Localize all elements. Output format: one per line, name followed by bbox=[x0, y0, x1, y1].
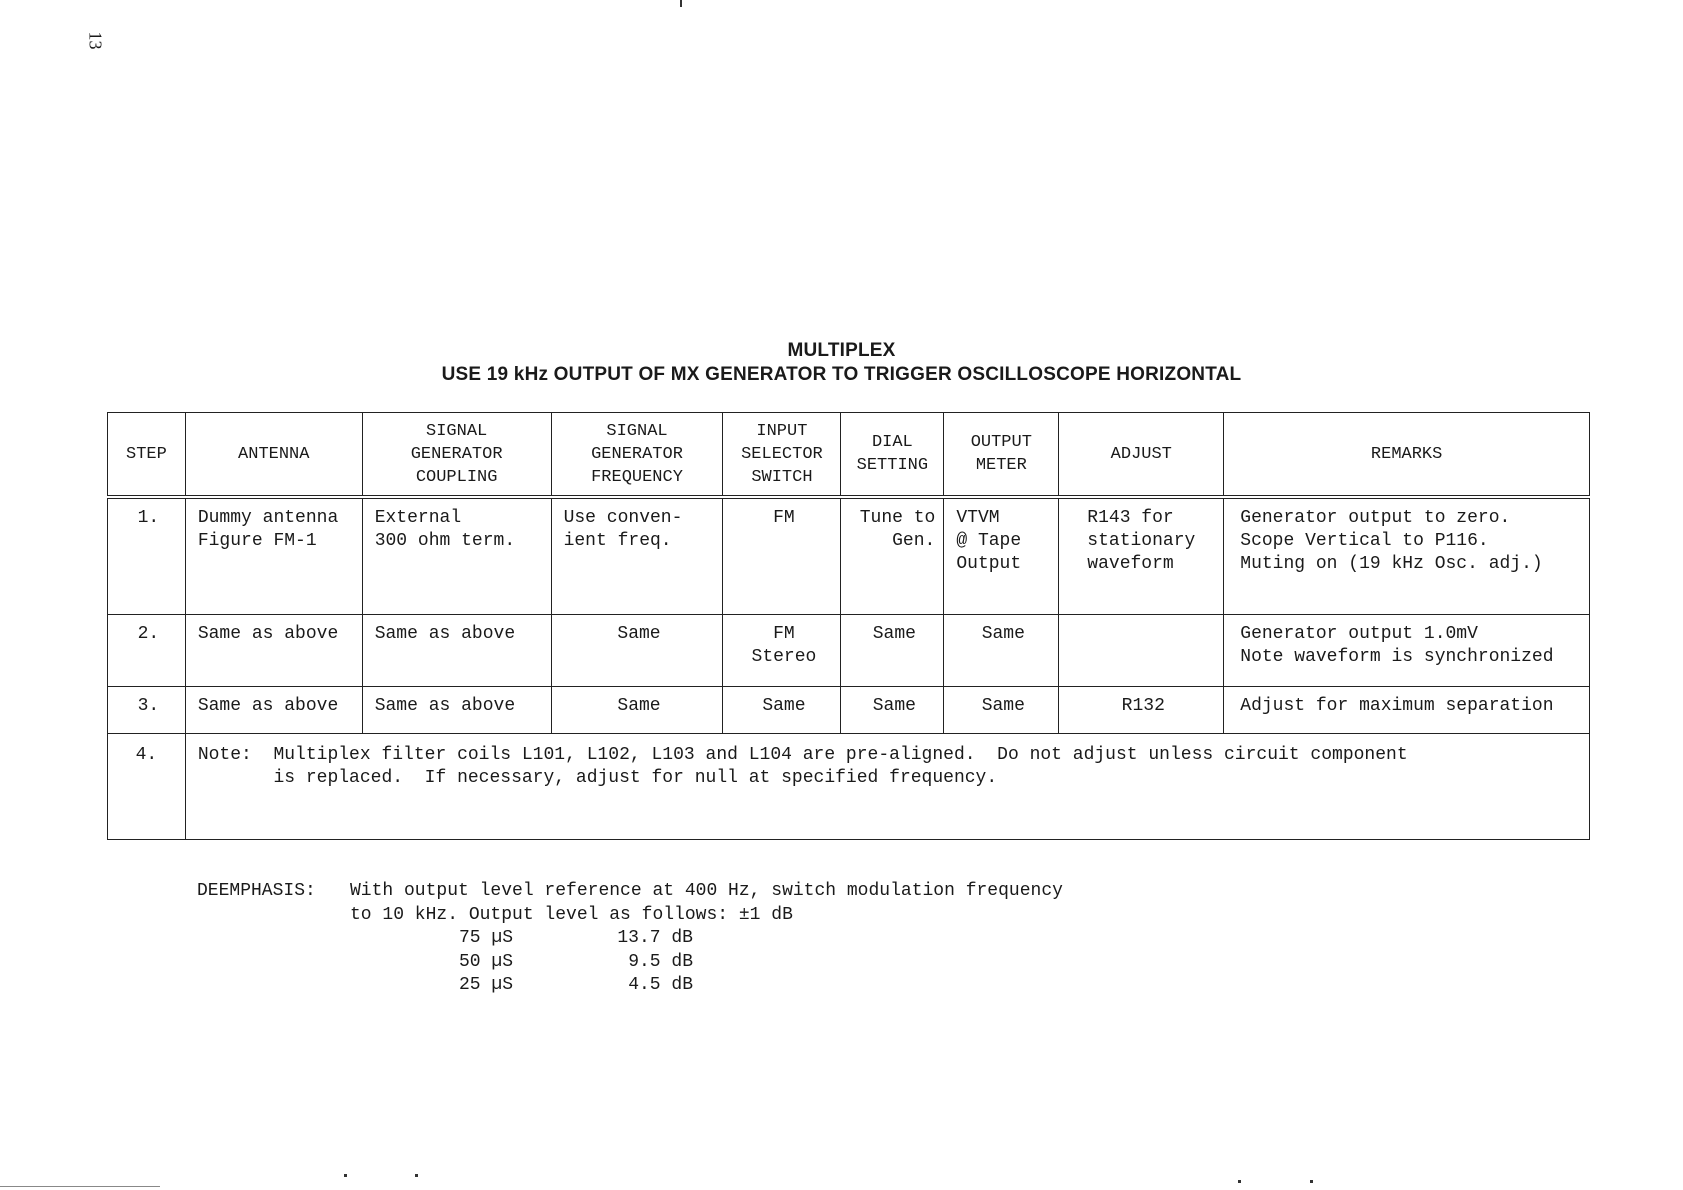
cell-step: 2. bbox=[137, 623, 160, 644]
page-subtitle: USE 19 kHz OUTPUT OF MX GENERATOR TO TRIGGER OSCILLOSCOPE HORIZONTAL bbox=[441, 364, 1242, 385]
header-coupling: SIGNAL GENERATOR COUPLING bbox=[362, 413, 551, 498]
header-remarks: REMARKS bbox=[1224, 413, 1590, 498]
note-text: Note: Multiplex filter coils L101, L102, L103 and L104 are pre-aligned. Do not adjust unless circuit component is replaced. If necessary, adjust for null at specified frequency. bbox=[197, 744, 1408, 788]
cell-step: 4. bbox=[135, 744, 158, 765]
cell-coupling: Same as above bbox=[374, 623, 516, 644]
header-dial-setting: DIAL SETTING bbox=[841, 413, 944, 498]
list-item bbox=[459, 927, 693, 951]
header-input-selector: INPUT SELECTOR SWITCH bbox=[723, 413, 841, 498]
output-level: 13.7 dB bbox=[617, 928, 693, 948]
cell-antenna: Same as above bbox=[197, 695, 339, 716]
page-title: MULTIPLEX bbox=[787, 340, 896, 361]
cell-step: 1. bbox=[137, 508, 160, 528]
scan-speck bbox=[1238, 1180, 1241, 1183]
deemphasis-text: With output level reference at 400 Hz, switch modulation frequency to 10 kHz. Output level as follows: ±1 dB bbox=[350, 881, 1063, 925]
alignment-table bbox=[107, 412, 1590, 840]
cell-coupling: Same as above bbox=[374, 695, 516, 716]
cell-remarks: Generator output 1.0mV Note waveform is synchronized bbox=[1240, 623, 1554, 667]
cell-input-selector: FM Stereo bbox=[751, 623, 817, 667]
table-row bbox=[108, 686, 1590, 733]
time-constant: 25 µS bbox=[459, 975, 514, 995]
cell-adjust bbox=[1059, 615, 1223, 627]
list-item bbox=[459, 951, 693, 975]
list-item bbox=[459, 974, 693, 998]
cell-antenna: Same as above bbox=[197, 623, 339, 644]
scan-speck bbox=[344, 1174, 347, 1177]
cell-output-meter: Same bbox=[981, 695, 1025, 716]
cell-dial-setting: Same bbox=[872, 695, 916, 716]
scan-speck bbox=[1310, 1180, 1313, 1183]
output-level: 9.5 dB bbox=[628, 951, 693, 972]
cell-adjust: R143 for stationary waveform bbox=[1087, 508, 1196, 574]
time-constant: 75 µS bbox=[459, 928, 514, 948]
table-note-row bbox=[108, 733, 1590, 839]
header-antenna: ANTENNA bbox=[185, 413, 362, 498]
cell-frequency: Use conven- ient freq. bbox=[563, 508, 683, 551]
cell-input-selector: FM bbox=[773, 508, 795, 528]
header-step: STEP bbox=[108, 413, 186, 498]
cell-step: 3. bbox=[137, 695, 160, 716]
table-row bbox=[108, 614, 1590, 686]
time-constant: 50 µS bbox=[459, 951, 514, 972]
cell-frequency: Same bbox=[617, 695, 661, 716]
cell-remarks: Generator output to zero. Scope Vertical to P116. Muting on (19 kHz Osc. adj.) bbox=[1240, 508, 1543, 574]
cell-dial-setting: Same bbox=[872, 623, 916, 644]
header-output-meter: OUTPUT METER bbox=[944, 413, 1059, 498]
cell-frequency: Same bbox=[617, 623, 661, 644]
header-adjust: ADJUST bbox=[1059, 413, 1224, 498]
cell-dial-setting: Tune to Gen. bbox=[859, 508, 936, 551]
cell-remarks: Adjust for maximum separation bbox=[1240, 695, 1554, 716]
deemphasis-values bbox=[459, 927, 693, 998]
cell-antenna: Dummy antenna Figure FM-1 bbox=[197, 508, 339, 551]
output-level: 4.5 dB bbox=[628, 975, 693, 995]
cell-coupling: External 300 ohm term. bbox=[374, 508, 516, 551]
cell-input-selector: Same bbox=[762, 695, 806, 716]
scan-edge-line bbox=[0, 1186, 160, 1187]
header-frequency: SIGNAL GENERATOR FREQUENCY bbox=[551, 413, 723, 498]
table-row bbox=[108, 497, 1590, 614]
scan-speck bbox=[415, 1174, 418, 1177]
cell-output-meter: VTVM @ Tape Output bbox=[956, 508, 1022, 574]
page-number: 13 bbox=[85, 31, 106, 50]
cell-adjust: R132 bbox=[1121, 695, 1165, 716]
cell-output-meter: Same bbox=[981, 623, 1025, 644]
scan-speck bbox=[680, 0, 682, 7]
table-header-row bbox=[108, 413, 1590, 498]
deemphasis-label: DEEMPHASIS: bbox=[197, 881, 316, 901]
